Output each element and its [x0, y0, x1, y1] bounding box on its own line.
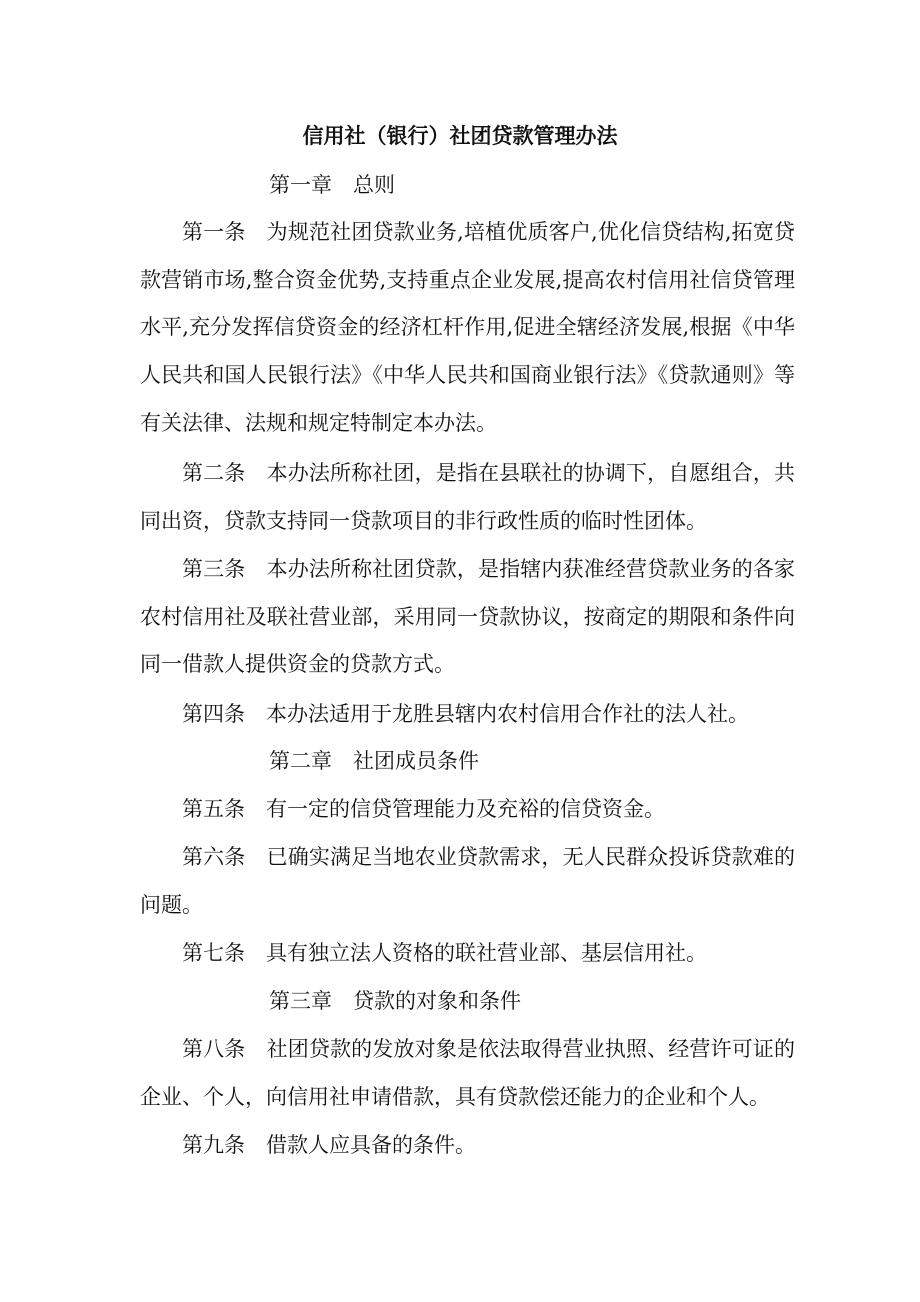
article-paragraph	[140, 1026, 795, 1121]
article-text: 有一定的信贷管理能力及充裕的信贷资金。	[266, 797, 665, 821]
article-number: 第四条	[182, 702, 245, 726]
article-text: 社团贷款的发放对象是依法取得营业执照、经营许可证的企业、个人，向信用社申请借款，具有贷款偿还能力的企业和个人。	[140, 1037, 796, 1109]
article-number: 第五条	[182, 797, 245, 821]
article-number: 第三条	[182, 557, 246, 581]
chapter-heading	[269, 983, 521, 1019]
chapter-number: 第一章	[269, 173, 332, 197]
article-paragraph	[140, 209, 795, 448]
chapter-heading	[269, 743, 479, 779]
chapter-number: 第三章	[269, 989, 332, 1013]
article-number: 第二条	[182, 461, 246, 485]
article-text: 借款人应具备的条件。	[266, 1133, 476, 1157]
chapter-name: 社团成员条件	[353, 749, 479, 773]
chapter-heading	[269, 167, 395, 203]
article-paragraph	[140, 546, 795, 689]
article-paragraph	[140, 930, 795, 978]
chapter-name: 贷款的对象和条件	[353, 989, 521, 1013]
article-text: 为规范社团贷款业务,培植优质客户,优化信贷结构,拓宽贷款营销市场,整合资金优势,支持重点企业发展,提高农村信用社信贷管理水平,充分发挥信贷资金的经济杠杆作用,促进全辖经济发展,根据《中华人民共和国人民银行法》《中华人民共和国商业银行法》《贷款通则》等有关法律、法规和规定特制定本办法。	[140, 220, 795, 435]
article-number: 第一条	[182, 220, 246, 244]
article-paragraph	[140, 691, 795, 739]
article-text: 具有独立法人资格的联社营业部、基层信用社。	[266, 941, 707, 965]
article-number: 第六条	[182, 845, 246, 869]
article-number: 第九条	[182, 1133, 245, 1157]
article-paragraph	[140, 786, 795, 834]
article-text: 本办法适用于龙胜县辖内农村信用合作社的法人社。	[266, 702, 749, 726]
article-text: 本办法所称社团贷款，是指辖内获准经营贷款业务的各家农村信用社及联社营业部，采用同一贷款协议，按商定的期限和条件向同一借款人提供资金的贷款方式。	[140, 557, 796, 677]
chapter-name: 总则	[353, 173, 395, 197]
article-paragraph	[140, 1122, 795, 1170]
article-paragraph	[140, 450, 795, 545]
document-title: 信用社（银行）社团贷款管理办法	[302, 123, 618, 148]
article-number: 第七条	[182, 941, 245, 965]
article-text: 已确实满足当地农业贷款需求，无人民群众投诉贷款难的问题。	[140, 845, 796, 917]
article-number: 第八条	[182, 1037, 246, 1061]
article-text: 本办法所称社团，是指在县联社的协调下，自愿组合，共同出资，贷款支持同一贷款项目的非行政性质的临时性团体。	[140, 461, 796, 533]
chapter-number: 第二章	[269, 749, 332, 773]
article-paragraph	[140, 834, 795, 929]
